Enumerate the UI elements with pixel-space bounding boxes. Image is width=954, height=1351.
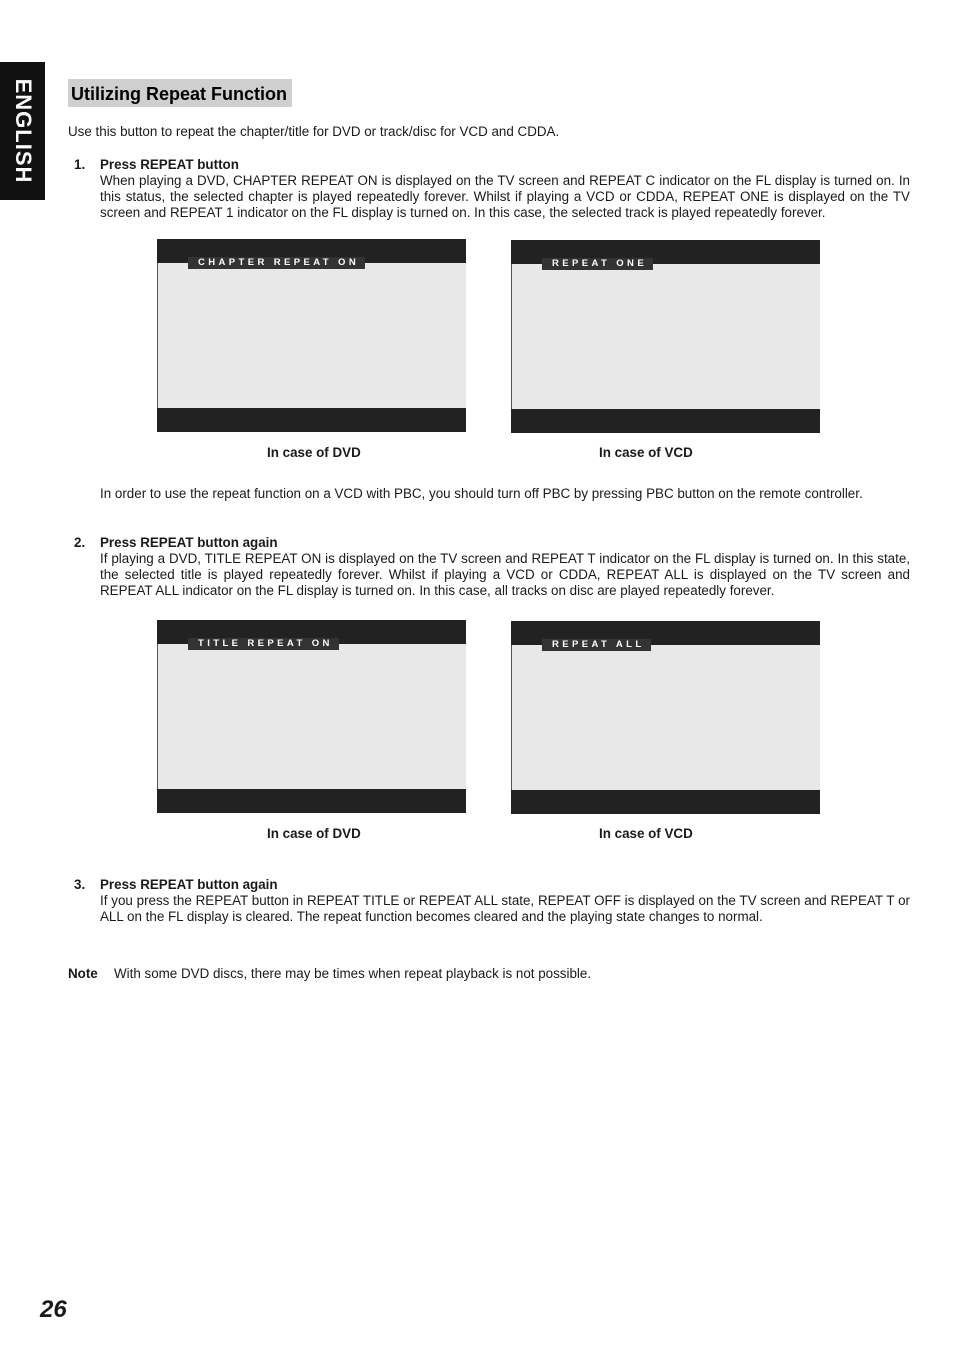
note-text: With some DVD discs, there may be times when repeat playback is not possible.	[114, 966, 592, 981]
screen-bottom-bar	[511, 790, 820, 814]
caption-dvd: In case of DVD	[267, 826, 361, 841]
step-3-body: If you press the REPEAT button in REPEAT TITLE or REPEAT ALL state, REPEAT OFF is displayed on the TV screen and REPEAT T or ALL on the FL display is cleared. The repeat function becomes cleared and the playing state changes to normal.	[100, 893, 910, 924]
osd-message: CHAPTER REPEAT ON	[188, 257, 365, 269]
step-1-number: 1.	[74, 157, 86, 172]
step-3-heading: Press REPEAT button again	[100, 877, 278, 892]
step-2-body: If playing a DVD, TITLE REPEAT ON is displayed on the TV screen and REPEAT T indicator on the FL display is turned on. In this state, the selected title is played repeatedly forever. Whilst if playing a VCD or CDDA, REPEAT ALL is displayed on the TV screen and REPEAT ALL indicator on the FL display is turned on. In this case, all tracks on disc are played repeatedly forever.	[100, 551, 910, 598]
step-1-heading: Press REPEAT button	[100, 157, 239, 172]
caption-vcd: In case of VCD	[599, 826, 693, 841]
pbc-note: In order to use the repeat function on a VCD with PBC, you should turn off PBC by pressing PBC button on the remote controller.	[100, 486, 863, 501]
caption-vcd: In case of VCD	[599, 445, 693, 460]
osd-message: REPEAT ALL	[542, 639, 651, 651]
language-tab-label: ENGLISH	[10, 78, 36, 184]
osd-message: REPEAT ONE	[542, 258, 653, 270]
screen-bottom-bar	[511, 409, 820, 433]
step-3	[100, 877, 910, 925]
screen-bottom-bar	[157, 408, 466, 432]
tv-screen-dvd-title	[157, 620, 466, 813]
osd-message: TITLE REPEAT ON	[188, 638, 339, 650]
section-title: Utilizing Repeat Function	[68, 79, 292, 107]
tv-screen-vcd-all	[511, 621, 820, 814]
step-3-number: 3.	[74, 877, 86, 892]
step-2	[100, 535, 910, 599]
step-1	[100, 157, 910, 221]
screen-bottom-bar	[157, 789, 466, 813]
step-2-heading: Press REPEAT button again	[100, 535, 278, 550]
tv-screen-dvd-chapter	[157, 239, 466, 432]
language-tab	[0, 62, 45, 200]
tv-screen-vcd-one	[511, 240, 820, 433]
intro-text: Use this button to repeat the chapter/title for DVD or track/disc for VCD and CDDA.	[68, 124, 560, 139]
page-number: 26	[40, 1296, 67, 1323]
step-1-body: When playing a DVD, CHAPTER REPEAT ON is displayed on the TV screen and REPEAT C indicator on the FL display is turned on. In this status, the selected chapter is played repeatedly forever. Whilst if playing a VCD or CDDA, REPEAT ONE is displayed on the TV screen and REPEAT 1 indicator on the FL display is turned on. In this case, the selected track is played repeatedly forever.	[100, 173, 910, 220]
caption-dvd: In case of DVD	[267, 445, 361, 460]
step-2-number: 2.	[74, 535, 86, 550]
note-label: Note	[68, 966, 98, 981]
